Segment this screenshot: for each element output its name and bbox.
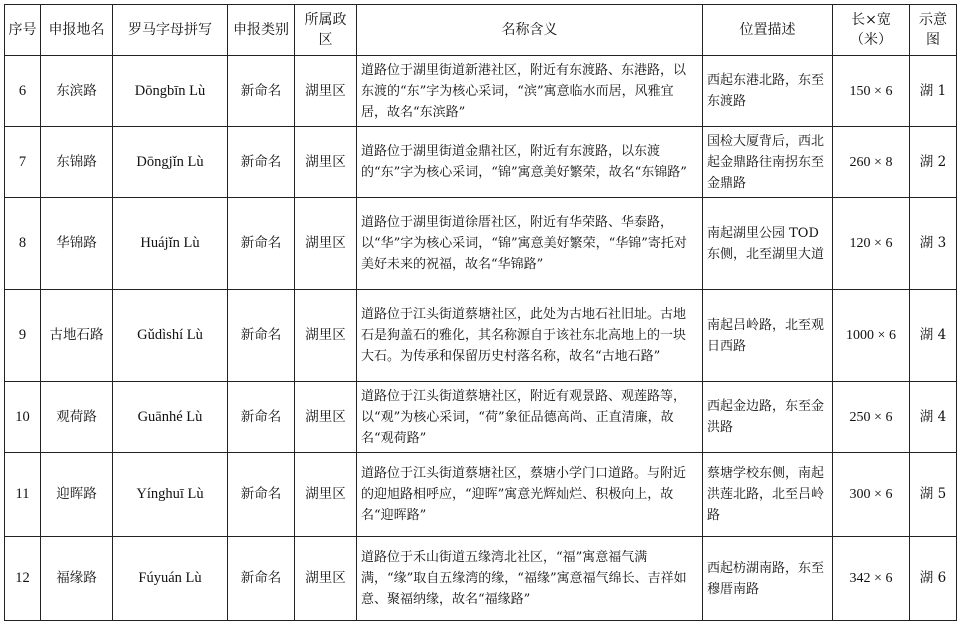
cell-meaning: 道路位于禾山街道五缘湾北社区，“福”寓意福气满满，“缘”取自五缘湾的缘，“福缘”寓意福气绵长、吉祥如意、聚福纳缘，故名“福缘路”: [357, 537, 703, 621]
header-meaning: 名称含义: [357, 5, 703, 56]
cell-size: 150 × 6: [833, 56, 910, 127]
cell-name: 东锦路: [41, 127, 113, 198]
cell-size: 260 × 8: [833, 127, 910, 198]
header-location: 位置描述: [703, 5, 833, 56]
cell-seq: 7: [5, 127, 41, 198]
table-row: [5, 382, 957, 453]
cell-pinyin: Dōngbīn Lù: [113, 56, 228, 127]
cell-seq: 12: [5, 537, 41, 621]
cell-category: 新命名: [228, 127, 295, 198]
cell-seq: 11: [5, 453, 41, 537]
cell-name: 观荷路: [41, 382, 113, 453]
cell-category: 新命名: [228, 382, 295, 453]
cell-size: 1000 × 6: [833, 290, 910, 382]
header-district: 所属政区: [295, 5, 357, 56]
cell-pinyin: Guānhé Lù: [113, 382, 228, 453]
table-row: [5, 127, 957, 198]
cell-meaning: 道路位于湖里街道金鼎社区，附近有东渡路，以东渡的“东”字为核心采词，“锦”寓意美好繁荣，故名“东锦路”: [357, 127, 703, 198]
cell-size: 300 × 6: [833, 453, 910, 537]
cell-map: 湖 3: [910, 198, 957, 290]
table-row: [5, 198, 957, 290]
cell-district: 湖里区: [295, 56, 357, 127]
cell-district: 湖里区: [295, 453, 357, 537]
table-row: [5, 290, 957, 382]
header-map: 示意图: [910, 5, 957, 56]
cell-location: 南起湖里公园 TOD 东侧，北至湖里大道: [703, 198, 833, 290]
header-seq: 序号: [5, 5, 41, 56]
cell-location: 国检大厦背后，西北起金鼎路往南拐东至金鼎路: [703, 127, 833, 198]
table-row: [5, 537, 957, 621]
cell-pinyin: Dōngjǐn Lù: [113, 127, 228, 198]
cell-location: 西起东港北路，东至东渡路: [703, 56, 833, 127]
header-name: 申报地名: [41, 5, 113, 56]
cell-map: 湖 5: [910, 453, 957, 537]
cell-seq: 9: [5, 290, 41, 382]
cell-meaning: 道路位于江头街道蔡塘社区，此处为古地石社旧址。古地石是狗盖石的雅化，其名称源自于该社东北高地上的一块大石。为传承和保留历史村落名称，故名“古地石路”: [357, 290, 703, 382]
cell-location: 西起枋湖南路，东至穆厝南路: [703, 537, 833, 621]
cell-map: 湖 2: [910, 127, 957, 198]
cell-district: 湖里区: [295, 127, 357, 198]
cell-seq: 8: [5, 198, 41, 290]
cell-district: 湖里区: [295, 290, 357, 382]
cell-district: 湖里区: [295, 537, 357, 621]
cell-name: 华锦路: [41, 198, 113, 290]
cell-map: 湖 4: [910, 382, 957, 453]
cell-seq: 10: [5, 382, 41, 453]
cell-category: 新命名: [228, 453, 295, 537]
cell-pinyin: Gǔdìshí Lù: [113, 290, 228, 382]
cell-pinyin: Yínghuī Lù: [113, 453, 228, 537]
cell-location: 蔡塘学校东侧，南起洪莲北路，北至吕岭路: [703, 453, 833, 537]
table-row: [5, 453, 957, 537]
cell-map: 湖 6: [910, 537, 957, 621]
cell-location: 西起金边路，东至金洪路: [703, 382, 833, 453]
cell-name: 迎晖路: [41, 453, 113, 537]
header-size: 长×宽（米）: [833, 5, 910, 56]
cell-meaning: 道路位于江头街道蔡塘社区，附近有观景路、观莲路等，以“观”为核心采词，“荷”象征品德高尚、正直清廉，故名“观荷路”: [357, 382, 703, 453]
cell-meaning: 道路位于湖里街道新港社区，附近有东渡路、东港路，以东渡的“东”字为核心采词，“滨”寓意临水而居，风雅宜居，故名“东滨路”: [357, 56, 703, 127]
cell-category: 新命名: [228, 198, 295, 290]
cell-map: 湖 1: [910, 56, 957, 127]
cell-meaning: 道路位于湖里街道徐厝社区，附近有华荣路、华泰路，以“华”字为核心采词，“锦”寓意美好繁荣，“华锦”寄托对美好未来的祝福，故名“华锦路”: [357, 198, 703, 290]
header-pinyin: 罗马字母拼写: [113, 5, 228, 56]
cell-location: 南起吕岭路，北至观日西路: [703, 290, 833, 382]
road-naming-table: [4, 4, 957, 621]
cell-district: 湖里区: [295, 198, 357, 290]
cell-name: 古地石路: [41, 290, 113, 382]
cell-category: 新命名: [228, 290, 295, 382]
cell-category: 新命名: [228, 56, 295, 127]
cell-name: 福缘路: [41, 537, 113, 621]
header-category: 申报类别: [228, 5, 295, 56]
cell-category: 新命名: [228, 537, 295, 621]
cell-seq: 6: [5, 56, 41, 127]
cell-size: 250 × 6: [833, 382, 910, 453]
cell-size: 342 × 6: [833, 537, 910, 621]
header-row: [5, 5, 957, 56]
table-row: [5, 56, 957, 127]
cell-name: 东滨路: [41, 56, 113, 127]
cell-pinyin: Fúyuán Lù: [113, 537, 228, 621]
cell-meaning: 道路位于江头街道蔡塘社区，蔡塘小学门口道路。与附近的迎旭路相呼应，“迎晖”寓意光辉灿烂、积极向上，故名“迎晖路”: [357, 453, 703, 537]
cell-size: 120 × 6: [833, 198, 910, 290]
cell-district: 湖里区: [295, 382, 357, 453]
cell-map: 湖 4: [910, 290, 957, 382]
cell-pinyin: Huájǐn Lù: [113, 198, 228, 290]
